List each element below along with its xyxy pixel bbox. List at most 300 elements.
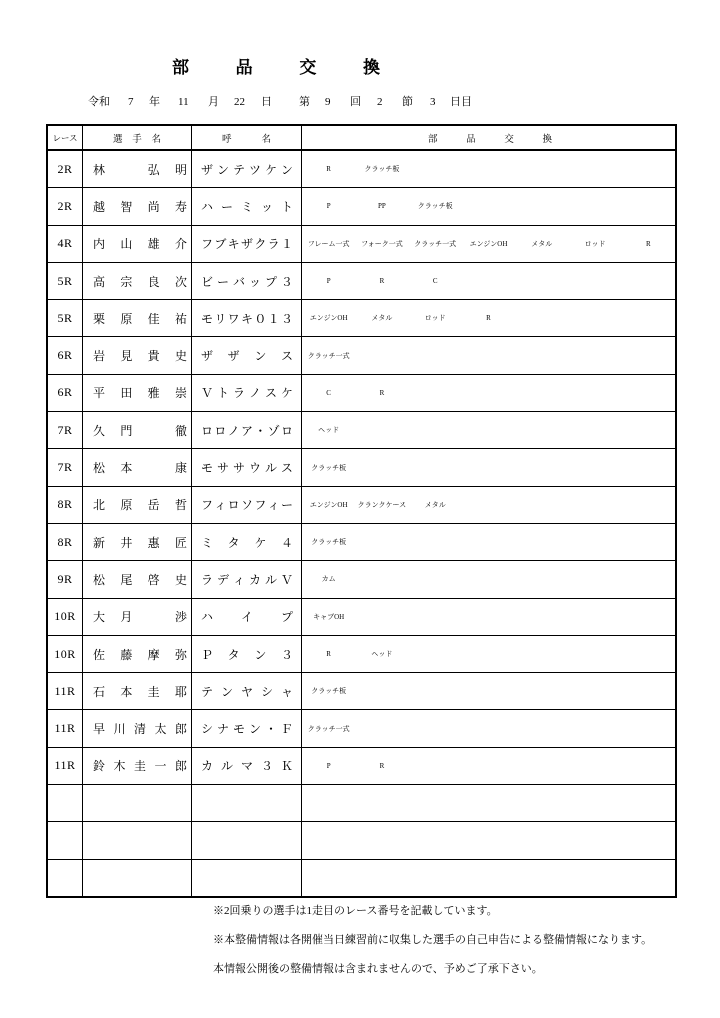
glyph: 見 xyxy=(120,349,133,364)
session-day: 3 xyxy=(430,96,436,108)
glyph: ル xyxy=(264,461,277,476)
glyph: ロ xyxy=(280,423,293,438)
glyph: 松 xyxy=(93,572,106,587)
rider-name xyxy=(93,384,187,401)
table-row xyxy=(48,226,675,263)
glyph: ブ xyxy=(214,237,227,252)
glyph: 尾 xyxy=(120,572,133,587)
nickname xyxy=(201,384,293,401)
part-item: R xyxy=(646,239,651,248)
parts-cell xyxy=(302,710,675,746)
nickname-cell xyxy=(192,449,302,485)
glyph: 寿 xyxy=(174,199,187,214)
parts-cell xyxy=(302,487,675,523)
race-number: 6R xyxy=(57,348,73,363)
glyph: 部 xyxy=(172,58,189,77)
race-number: 10R xyxy=(54,609,76,624)
part-item: R xyxy=(379,388,385,397)
glyph: Ｋ xyxy=(280,759,293,774)
rider-name-cell xyxy=(83,375,192,411)
race-number: 11R xyxy=(54,758,76,773)
table-row xyxy=(48,188,675,225)
glyph: 久 xyxy=(93,423,106,438)
table-row xyxy=(48,785,675,822)
glyph: Ｖ xyxy=(280,572,293,587)
glyph: ー xyxy=(280,498,293,513)
glyph: ン xyxy=(254,349,267,364)
part-item: C xyxy=(326,388,331,397)
rider-name xyxy=(93,422,187,439)
glyph: ハ xyxy=(201,199,214,214)
race-cell xyxy=(48,487,83,523)
parts-cell xyxy=(302,860,675,896)
race-number: 8R xyxy=(57,497,73,512)
note-info-source: ※本整備情報は各開催当日練習前に収集した選手の自己申告による整備情報になります。 xyxy=(213,934,653,946)
part-item: ロッド xyxy=(424,314,446,323)
glyph: 渉 xyxy=(174,610,187,625)
glyph: Ｖ xyxy=(201,386,214,401)
glyph: 井 xyxy=(120,535,133,550)
part-item: メタル xyxy=(371,314,393,323)
glyph: 月 xyxy=(120,610,133,625)
parts-cell xyxy=(302,524,675,560)
glyph: サ xyxy=(232,461,245,476)
glyph: 換 xyxy=(542,134,552,145)
part-item: クラッチ板 xyxy=(364,165,400,174)
glyph: ー xyxy=(216,274,229,289)
glyph: ケ xyxy=(280,386,293,401)
glyph: ト xyxy=(280,199,293,214)
race-cell xyxy=(48,412,83,448)
session-day-unit: 日目 xyxy=(450,96,472,108)
glyph: 川 xyxy=(113,722,126,737)
glyph: ザ xyxy=(240,237,253,252)
glyph: ン xyxy=(254,647,267,662)
rider-name-cell xyxy=(83,337,192,373)
glyph: 北 xyxy=(93,498,106,513)
race-cell xyxy=(48,710,83,746)
glyph: 内 xyxy=(93,237,106,252)
glyph: 郎 xyxy=(174,722,187,737)
glyph: キ xyxy=(227,237,240,252)
glyph: ン xyxy=(280,162,293,177)
glyph: 高 xyxy=(93,274,106,289)
part-item: C xyxy=(432,277,438,286)
race-cell xyxy=(48,748,83,784)
glyph: テ xyxy=(232,162,245,177)
table-row xyxy=(48,263,675,300)
glyph: 早 xyxy=(93,722,106,737)
glyph: 摩 xyxy=(147,647,160,662)
glyph: ミ xyxy=(201,535,214,550)
glyph: 石 xyxy=(93,684,106,699)
nickname xyxy=(201,757,293,774)
glyph: １ xyxy=(280,237,293,252)
glyph: 本 xyxy=(120,461,133,476)
rider-name xyxy=(93,310,187,327)
glyph: 圭 xyxy=(147,684,160,699)
glyph: ク xyxy=(254,237,267,252)
glyph: 交 xyxy=(504,134,514,145)
part-item: クラッチ板 xyxy=(417,202,453,211)
glyph: 本 xyxy=(120,684,133,699)
glyph xyxy=(148,422,160,439)
glyph: 徹 xyxy=(174,423,187,438)
glyph: 選 xyxy=(113,134,123,145)
glyph: ラ xyxy=(232,386,245,401)
race-number: 7R xyxy=(57,422,73,437)
nickname xyxy=(201,534,293,551)
glyph: 清 xyxy=(133,722,146,737)
rider-name xyxy=(93,534,187,551)
glyph: ル xyxy=(264,572,277,587)
parts-cell xyxy=(302,337,675,373)
glyph xyxy=(148,608,160,625)
glyph: デ xyxy=(216,572,229,587)
rider-name-cell xyxy=(83,748,192,784)
glyph: ラ xyxy=(267,237,280,252)
rider-name xyxy=(93,273,187,290)
rider-name xyxy=(93,198,187,215)
race-cell xyxy=(48,599,83,635)
glyph: ・ xyxy=(264,722,277,737)
nickname-cell xyxy=(192,151,302,187)
part-item: R xyxy=(326,165,331,174)
glyph: 鈴 xyxy=(93,759,106,774)
nickname-cell xyxy=(192,188,302,224)
nickname-cell xyxy=(192,599,302,635)
page-title xyxy=(172,59,380,77)
parts-cell xyxy=(302,300,675,336)
glyph: プ xyxy=(280,610,293,625)
glyph: イ xyxy=(240,610,253,625)
glyph: ケ xyxy=(254,535,267,550)
nickname-cell xyxy=(192,524,302,560)
glyph: ３ xyxy=(260,759,273,774)
rider-name-cell xyxy=(83,151,192,187)
glyph: ３ xyxy=(280,274,293,289)
glyph: ソ xyxy=(240,498,253,513)
parts-cell xyxy=(302,673,675,709)
glyph: ス xyxy=(264,386,277,401)
glyph: 尚 xyxy=(147,199,160,214)
glyph: 祐 xyxy=(174,311,187,326)
glyph: フ xyxy=(254,498,267,513)
glyph: ン xyxy=(248,722,261,737)
rider-name xyxy=(93,496,187,513)
glyph: 弥 xyxy=(174,647,187,662)
nickname xyxy=(201,720,293,737)
nickname-cell xyxy=(192,412,302,448)
glyph: 大 xyxy=(93,610,106,625)
race-number: 4R xyxy=(57,236,73,251)
glyph: フ xyxy=(201,237,214,252)
part-item: ロッド xyxy=(584,239,606,248)
glyph: 郎 xyxy=(174,759,187,774)
date-year-unit: 年 xyxy=(149,96,160,108)
glyph: ン xyxy=(216,162,229,177)
rider-name-cell xyxy=(83,673,192,709)
parts-cell xyxy=(302,375,675,411)
part-item: メタル xyxy=(424,500,446,509)
parts-cell xyxy=(302,785,675,821)
header-nickname xyxy=(222,131,271,145)
part-item: エンジンOH xyxy=(309,500,348,509)
glyph: ノ xyxy=(248,386,261,401)
glyph: 一 xyxy=(154,759,167,774)
rider-name-cell xyxy=(83,412,192,448)
session-prefix: 第 xyxy=(299,96,310,108)
parts-cell xyxy=(302,263,675,299)
glyph: ワ xyxy=(227,311,240,326)
race-number: 10R xyxy=(54,646,76,661)
table-row xyxy=(48,375,675,412)
rider-name-cell xyxy=(83,710,192,746)
parts-cell xyxy=(302,449,675,485)
glyph: ス xyxy=(280,461,293,476)
rider-name xyxy=(93,646,187,663)
glyph: ロ xyxy=(227,498,240,513)
glyph: 佳 xyxy=(147,311,160,326)
glyph: 雅 xyxy=(147,386,160,401)
glyph: カ xyxy=(248,572,261,587)
glyph: ャ xyxy=(280,684,293,699)
glyph: 林 xyxy=(93,162,106,177)
race-cell xyxy=(48,226,83,262)
glyph: 部 xyxy=(428,134,438,145)
race-cell xyxy=(48,449,83,485)
glyph: カ xyxy=(201,759,214,774)
part-item: クラッチ一式 xyxy=(307,724,350,733)
part-item: クラッチ一式 xyxy=(414,239,457,248)
glyph: ン xyxy=(220,684,233,699)
glyph: 原 xyxy=(120,311,133,326)
nickname xyxy=(201,161,293,178)
glyph: 匠 xyxy=(174,535,187,550)
glyph: 藤 xyxy=(120,647,133,662)
glyph: ウ xyxy=(248,461,261,476)
glyph: Ｐ xyxy=(201,647,214,662)
glyph: 智 xyxy=(120,199,133,214)
nickname xyxy=(201,310,293,327)
glyph: 名 xyxy=(261,134,271,145)
race-cell xyxy=(48,263,83,299)
glyph: 呼 xyxy=(222,134,232,145)
nickname-cell xyxy=(192,561,302,597)
glyph: 貴 xyxy=(147,349,160,364)
glyph: 門 xyxy=(120,423,133,438)
rider-name xyxy=(93,161,187,178)
nickname xyxy=(201,459,293,476)
glyph: 啓 xyxy=(147,572,160,587)
rider-name-cell xyxy=(83,449,192,485)
race-number: 5R xyxy=(57,273,73,288)
glyph: 康 xyxy=(174,461,187,476)
part-item: R xyxy=(486,314,491,323)
glyph: ハ xyxy=(201,610,214,625)
race-cell xyxy=(48,337,83,373)
part-item: R xyxy=(326,650,331,658)
table-row xyxy=(48,487,675,524)
glyph: 名 xyxy=(151,134,161,145)
glyph: ３ xyxy=(280,311,293,326)
glyph: モ xyxy=(201,461,214,476)
rider-name xyxy=(93,683,187,700)
date-era: 令和 xyxy=(88,96,110,108)
header-nickname-cell xyxy=(192,126,302,149)
glyph: ィ xyxy=(267,498,280,513)
race-cell xyxy=(48,151,83,187)
glyph: 品 xyxy=(466,134,476,145)
glyph: 弘 xyxy=(147,162,160,177)
race-cell xyxy=(48,300,83,336)
glyph: マ xyxy=(240,759,253,774)
rider-name-cell xyxy=(83,226,192,262)
glyph: ル xyxy=(220,759,233,774)
rider-name xyxy=(93,459,187,476)
header-parts-cell xyxy=(302,126,675,149)
glyph xyxy=(120,161,132,178)
header-race-cell xyxy=(48,126,83,149)
glyph: ロ xyxy=(201,423,214,438)
race-number: 2R xyxy=(57,198,73,213)
nickname-cell xyxy=(192,226,302,262)
nickname-cell xyxy=(192,375,302,411)
nickname xyxy=(201,198,293,215)
race-cell xyxy=(48,188,83,224)
glyph: 交 xyxy=(299,58,317,77)
glyph: 平 xyxy=(93,386,106,401)
glyph: ケ xyxy=(264,162,277,177)
glyph: ４ xyxy=(280,535,293,550)
glyph: 山 xyxy=(120,237,133,252)
part-item: クラッチ一式 xyxy=(307,351,350,360)
glyph: ザ xyxy=(227,349,240,364)
glyph: ビ xyxy=(201,274,214,289)
parts-exchange-table xyxy=(46,124,677,898)
glyph: 越 xyxy=(93,199,106,214)
race-number: 6R xyxy=(57,385,73,400)
glyph: 史 xyxy=(174,572,187,587)
parts-cell xyxy=(302,226,675,262)
table-row xyxy=(48,599,675,636)
glyph: ナ xyxy=(216,722,229,737)
rider-name-cell xyxy=(83,263,192,299)
part-item: ヘッド xyxy=(371,650,393,658)
glyph: フ xyxy=(201,498,214,513)
note-disclaimer: 本情報公開後の整備情報は含まれませんので、予めご了承下さい。 xyxy=(213,963,543,975)
nickname-cell xyxy=(192,337,302,373)
race-cell xyxy=(48,636,83,672)
part-item: クラッチ板 xyxy=(311,687,347,696)
part-item: R xyxy=(379,761,385,770)
glyph: ス xyxy=(280,349,293,364)
glyph: 哲 xyxy=(174,498,187,513)
nickname xyxy=(201,496,293,513)
parts-cell xyxy=(302,822,675,858)
parts-cell xyxy=(302,151,675,187)
table-row xyxy=(48,337,675,374)
table-row xyxy=(48,748,675,785)
race-cell xyxy=(48,561,83,597)
glyph: 田 xyxy=(120,386,133,401)
race-number: 11R xyxy=(54,721,76,736)
nickname xyxy=(201,422,293,439)
header-rider-cell xyxy=(83,126,192,149)
nickname-cell xyxy=(192,487,302,523)
nickname-cell xyxy=(192,860,302,896)
glyph: ザ xyxy=(201,162,214,177)
date-month-unit: 月 xyxy=(208,96,219,108)
part-item: ヘッド xyxy=(318,426,340,435)
glyph: モ xyxy=(201,311,214,326)
glyph: タ xyxy=(227,535,240,550)
glyph: プ xyxy=(264,274,277,289)
glyph: ０ xyxy=(254,311,267,326)
glyph: 雄 xyxy=(147,237,160,252)
rider-name-cell xyxy=(83,487,192,523)
glyph: 次 xyxy=(174,274,187,289)
glyph: ラ xyxy=(201,572,214,587)
glyph: モ xyxy=(232,722,245,737)
glyph: 原 xyxy=(120,498,133,513)
part-item: フォーク一式 xyxy=(361,239,403,248)
glyph: 宗 xyxy=(120,274,133,289)
race-cell xyxy=(48,375,83,411)
table-row xyxy=(48,710,675,747)
glyph: 新 xyxy=(93,535,106,550)
glyph: タ xyxy=(227,647,240,662)
rider-name-cell xyxy=(83,822,192,858)
nickname-cell xyxy=(192,673,302,709)
nickname xyxy=(201,571,293,588)
glyph: 佐 xyxy=(93,647,106,662)
race-cell xyxy=(48,860,83,896)
parts-cell xyxy=(302,412,675,448)
rider-name xyxy=(93,235,187,252)
date-day-unit: 日 xyxy=(261,96,272,108)
rider-name-cell xyxy=(83,785,192,821)
rider-name xyxy=(93,347,187,364)
parts-cell xyxy=(302,599,675,635)
part-item: エンジンOH xyxy=(469,239,508,248)
date-year: 7 xyxy=(128,96,134,108)
race-cell xyxy=(48,822,83,858)
glyph: 惠 xyxy=(147,535,160,550)
table-row xyxy=(48,860,675,896)
glyph: ツ xyxy=(248,162,261,177)
glyph: ノ xyxy=(227,423,240,438)
session-section: 2 xyxy=(377,96,383,108)
nickname-cell xyxy=(192,300,302,336)
rider-name xyxy=(93,720,187,737)
table-header xyxy=(48,126,675,151)
session-round-unit: 回 xyxy=(350,96,361,108)
glyph: 換 xyxy=(362,58,380,77)
race-number: 7R xyxy=(57,460,73,475)
nickname-cell xyxy=(192,263,302,299)
table-row xyxy=(48,300,675,337)
race-cell xyxy=(48,524,83,560)
parts-cell xyxy=(302,561,675,597)
glyph: テ xyxy=(201,684,214,699)
glyph: ロ xyxy=(214,423,227,438)
rider-name-cell xyxy=(83,860,192,896)
part-item: クランクケース xyxy=(357,500,407,509)
glyph: 太 xyxy=(154,722,167,737)
date-month: 11 xyxy=(178,96,189,108)
nickname-cell xyxy=(192,822,302,858)
